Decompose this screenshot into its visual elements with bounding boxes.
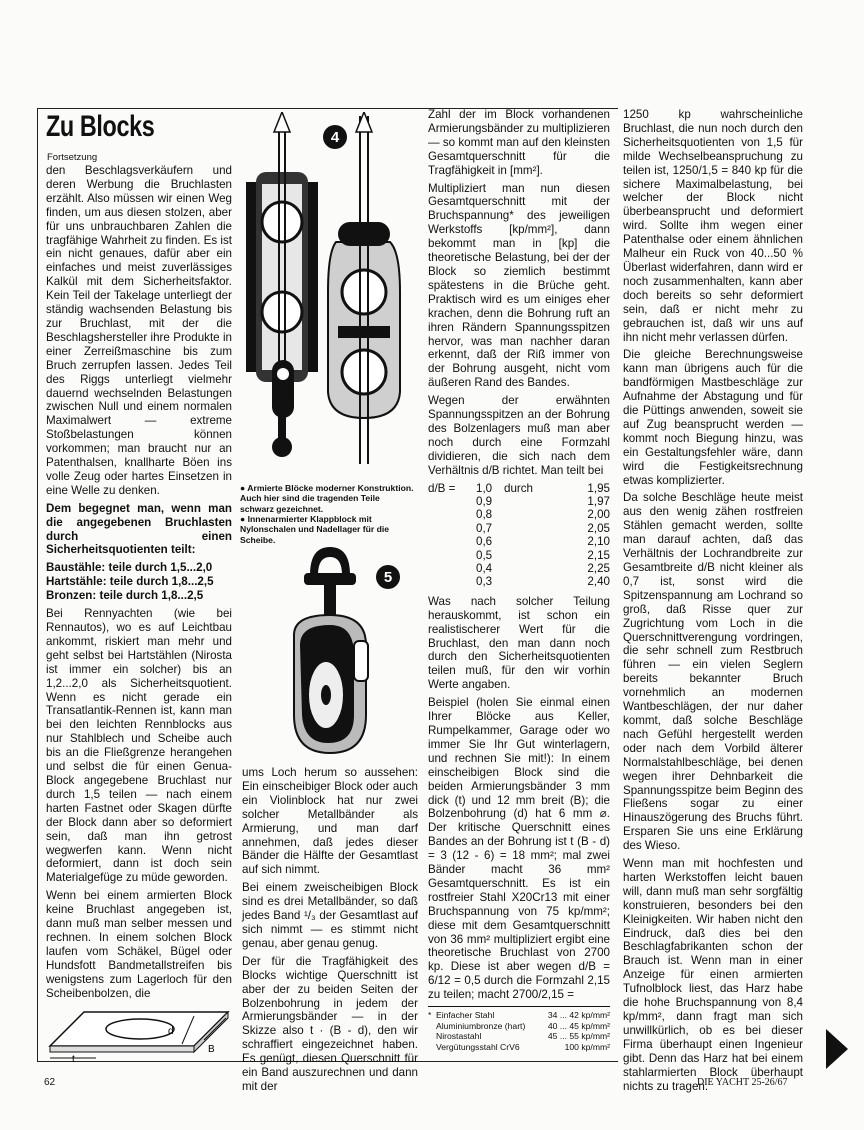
footnote-row: Vergütungsstahl CrV6 100 kp/mm²: [436, 1041, 610, 1052]
paragraph-bold: Dem begegnet man, wenn man die angegebenen Bruchlasten durch einen Sicherheitsquotienten teilt:: [46, 501, 232, 557]
table-row: 0,9 1,97: [476, 494, 610, 508]
label-b: B: [208, 1044, 215, 1055]
footnote-row: Einfacher Stahl 34 ... 42 kp/mm²: [436, 1010, 610, 1021]
column-3: [428, 108, 610, 1052]
table-row: 0,3 2,40: [476, 575, 610, 589]
paragraph: Zahl der im Block vorhandenen Armierungsbänder zu multiplizieren — so kommt man auf den kleinsten Gesamtquerschnitt für die Tragfähigkeit in [mm²].: [428, 108, 610, 177]
paragraph: 1250 kp wahrscheinliche Bruchlast, die nun noch durch den Sicherheitsquotienten von 1,5 für milde Wechselbeanspruchung zu teilen ist, 1250/1,5 = 840 kp für die sichere Maximalbelastung, bei welcher der Block nicht überbeansprucht und deformiert wird. Sollte ihm wegen einer Patenthalse oder einem ähnlichen Malheur ein Ruck von 40...50 % Überlast widerfahren, dann wird er noch zusammenhalten, kann aber doch bereits so sehr deformiert sein, daß er nicht mehr zu gebrauchen ist, daß wir uns auf ihn nicht mehr verlassen dürfen.: [623, 108, 803, 344]
steel-rule-1: Baustähle: teile durch 1,5...2,0: [46, 561, 213, 575]
column-2: [242, 766, 418, 1098]
footnote: * Einfacher Stahl 34 ... 42 kp/mm² Aluminiumbronze (hart) 40 ... 45 kp/mm² Nirostastahl 45 ... 55 kp/mm² Vergütungsstahl CrV6 100 kp/mm²: [428, 1010, 610, 1052]
page-number: 62: [44, 1077, 56, 1088]
ratio-table: [428, 482, 610, 589]
paragraph: Bei Rennyachten (wie bei Rennautos), wo es auf Leichtbau ankommt, riskiert man mehr und geht selbst bei Hartstählen (Nirosta ist immer ein solcher) bis an 1,2...2,0 als Sicherheitsquotient. Wenn es nicht gerade ein Transatlantik-Rennen ist, kann man bei den leichten Rennblocks aus nur Stahlblech und Scheibe auch bis an die Fließgrenze herangehen und selbst die für einen Genua-Block angegebene Bruchlast nur durch 1,5 teilen — nach einem harten Fastnet oder Skagen dürfte der Block dann aber so deformiert sein, daß man ihn getrost wegwerfen kann. Wenn nicht deformiert, dann ist doch sein Materialgefüge zu müde geworden.: [46, 607, 232, 885]
paragraph: ums Loch herum so aussehen: Ein einscheibiger Block oder auch ein Violinblock hat nur zwei solcher Metallbänder als Armierung, und man darf annehmen, daß jedes dieser Bänder die Hälfte der Gesamtlast auf sich nimmt.: [242, 766, 418, 877]
figure-4-caption: ● Armierte Blöcke moderner Konstruktion. Auch hier sind die tragenden Teile schwarz gezeichnet.: [240, 483, 414, 514]
paragraph: Wegen der erwähnten Spannungsspitzen an der Bohrung des Bolzenlagers muß man aber noch durch eine Formzahl dividieren, die sich nach dem Verhältnis d/B richtet. Man teilt bei: [428, 394, 610, 477]
paragraph: Der für die Tragfähigkeit des Blocks wichtige Querschnitt ist aber der zu beiden Seiten der Bolzenbohrung in jedem der Armierungsbänder — in der Skizze also t · (B - d), den wir schraffiert eingezeichnet haben. Es genügt, diesen Querschnitt für ein Band auszurechnen und dann mit der: [242, 954, 418, 1093]
figure-armored-blocks: [238, 112, 418, 482]
paragraph: Beispiel (holen Sie einmal einen Ihrer Blöcke aus Keller, Rumpelkammer, Garage oder wo immer Sie Ihr Gut winterlagern, und rechnen Sie mit!): In einem einscheibigen Block sind die beiden Armierungsbänder 3 mm dick (t) und 12 mm breit (B); die Bolzenbohrung (d) hat 6 mm ⌀. Der kritische Querschnitt eines Bandes an der Bohrung ist t (B - d) = 3 (12 - 6) = 18 mm²; mal zwei Bänder macht 36 mm² Gesamtquerschnitt. Es ist ein rostfreier Stahl X20Cr13 mit einer Bruchspannung von 75 kp/mm²; diese mit dem Gesamtquerschnitt von 36 mm² multipliziert ergibt eine theoretische Bruchlast von 2700 kp. Diese ist aber wegen d/B = 6/12 = 0,5 durch die Formzahl 2,15 zu teilen; macht 2700/2,15 =: [428, 696, 610, 1002]
article-headline: Zu Blocks: [46, 110, 155, 143]
footnote-row: Nirostastahl 45 ... 55 kp/mm²: [436, 1031, 610, 1042]
paragraph: Die gleiche Berechnungsweise kann man übrigens auch für die bandförmigen Mastbeschläge zur Aufnahme der Abstagung und für die Püttings anwenden, soweit sie auf Zug beansprucht werden — kommt noch Biegung hinzu, was ein Gestaltungsfehler wäre, dann wird die Festigkeitsrechnung etwas komplizierter.: [623, 348, 803, 487]
table-row: 0,6 2,10: [476, 535, 610, 549]
magazine-footer: DIE YACHT 25-26/67: [697, 1077, 788, 1088]
table-row: d/B = 1,0 durch 1,95: [428, 481, 610, 495]
label-t: t: [72, 1054, 75, 1064]
footnote-rule: [428, 1006, 610, 1007]
continue-arrow-icon: [826, 1029, 848, 1069]
table-row: 0,5 2,15: [476, 548, 610, 562]
table-row: 0,8 2,00: [476, 508, 610, 522]
table-row: 0,7 2,05: [476, 521, 610, 535]
steel-rule-3: Bronzen: teile durch 1,8...2,5: [46, 589, 204, 603]
figure-4-marker: 4: [323, 125, 347, 149]
bullet-icon: ●: [240, 514, 246, 524]
paragraph: den Beschlagsverkäufern und deren Werbung die Bruchlasten erzählt. Also müssen wir einen Weg finden, um aus diesen stolzen, aber für uns unbrauchbaren Zahlen die tragfähige Wahrheit zu finden. Es ist ein nicht genaues, dafür aber ein einfaches und meist zuverlässiges Kalkül mit dem Sicherheitsfaktor. Kein Teil der Takelage unterliegt der ständig wachsenden Belastung bis zur Bruchlast, mit der die Beschlagshersteller ihre Produkte in einer Zerreißmaschine bis zum Bruch zerrupfen lassen. Jedes Teil des Riggs unterliegt vielmehr dauernd wechselnden Belastungen zwischen Null und einem normalen Maximalwert — extreme Stoßbelastungen können vorkommen; man braucht nur an Patenthalsen, knallharte Böen ins volle Zeug oder hartes Einsetzen in eine Welle zu denken.: [46, 164, 232, 497]
paragraph: Da solche Beschläge heute meist aus den wenig zähen rostfreien Stählen gemacht werden, sollte man darauf achten, daß das Verhältnis der Lochrandbreite zur Gesamtbreite d/B nicht kleiner als 0,7 ist, sonst wird die Spitzenspannung am Lochrand so groß, daß Risse quer zur Zugrichtung vom Loch in die Querschnittverengung vordringen, die sehr schnell zum Restbruch führen — ein vielen Seglern bereits bekannter Bruch vornehmlich an modernen Wantbeschlägen, der nur daher kommt, daß solche Beschläge nach Gefühl hergestellt werden oder nach dem Vorbild älterer Normalstahlbeschläge, bei denen wegen ihrer Dehnbarkeit die Spannungsspitze beim Beginn des Fließens sogar zu einer Hinauszögerung des Bruchs führt. Ersparen Sie uns eine Erklärung des Wieso.: [623, 491, 803, 853]
column-1: [46, 164, 232, 1004]
paragraph: Wenn man mit hochfesten und harten Werkstoffen leicht bauen will, dann muß man sehr sorgfältig konstruieren, besonders bei den Kleinigkeiten. Wir haben nicht den Eindruck, daß dies bei den Beschlagfabrikanten schon der Brauch ist. Wenn man in einer Anzeige für einen armierten Tufnolblock liest, das Harz habe die hohe Bruchspannung von 8,4 kp/mm², dann fragt man sich unwillkürlich, ob es bei dieser Firma überhaupt einen Ingenieur gibt. Denn das Harz hat bei einem stahlarmierten Block überhaupt nichts zu tragen.: [623, 857, 803, 1093]
ratio-head: d/B =: [428, 481, 456, 495]
label-d: d: [168, 1026, 174, 1037]
paragraph: Multipliziert man nun diesen Gesamtquerschnitt mit der Bruchspannung* des jeweiligen Werkstoffs [kp/mm²], dann bekommt man in [kp] die theoretische Belastung, bei der der Block so ziemlich bestimmt spätestens in die Brüche geht. Praktisch wird es um einiges eher krachen, denn die Bohrung ruft an ihren Rändern Spannungsspitzen hervor, was man nachher daran erkennt, daß der Riß immer von der Bohrung ausgeht, nicht vom äußeren Rand des Bandes.: [428, 181, 610, 390]
footnote-row: Aluminiumbronze (hart) 40 ... 45 kp/mm²: [436, 1020, 610, 1031]
violin-block-drawing: [246, 112, 318, 457]
article-subhead: Fortsetzung: [47, 152, 98, 163]
steel-rule-2: Hartstähle: teile durch 1,8...2,5: [46, 575, 214, 589]
table-row: 0,4 2,25: [476, 562, 610, 575]
figure-klappblock: [280, 545, 380, 760]
double-block-drawing: [328, 112, 400, 464]
column-4: [623, 108, 803, 1097]
figure-5-caption: ● Innenarmierter Klappblock mit Nylonschalen und Nadellager für die Scheibe.: [240, 514, 389, 545]
figure-band-cross-section: [44, 1000, 234, 1064]
paragraph: Bei einem zweischeibigen Block sind es drei Metallbänder, so daß jedes Band ¹/₃ der Gesamtlast auf sich nimmt — es stimmt nicht genau, aber genau genug.: [242, 881, 418, 950]
bullet-icon: ●: [240, 483, 246, 493]
paragraph: Was nach solcher Teilung herauskommt, ist schon ein realistischerer Wert für die Bruchlast, den man dann noch durch den Sicherheitsquotienten teilen muß, für den wir vorhin Werte angaben.: [428, 594, 610, 692]
paragraph: Wenn bei einem armierten Block keine Bruchlast angegeben ist, dann muß man selber messen und rechnen. In einem solchen Block laufen vom Schäkel, Bügel oder Hundsfott Bandmetallstreifen bis wenigstens zum Lagerloch für den Scheibenbolzen, die: [46, 889, 232, 1000]
figure-5-marker: 5: [376, 565, 400, 589]
